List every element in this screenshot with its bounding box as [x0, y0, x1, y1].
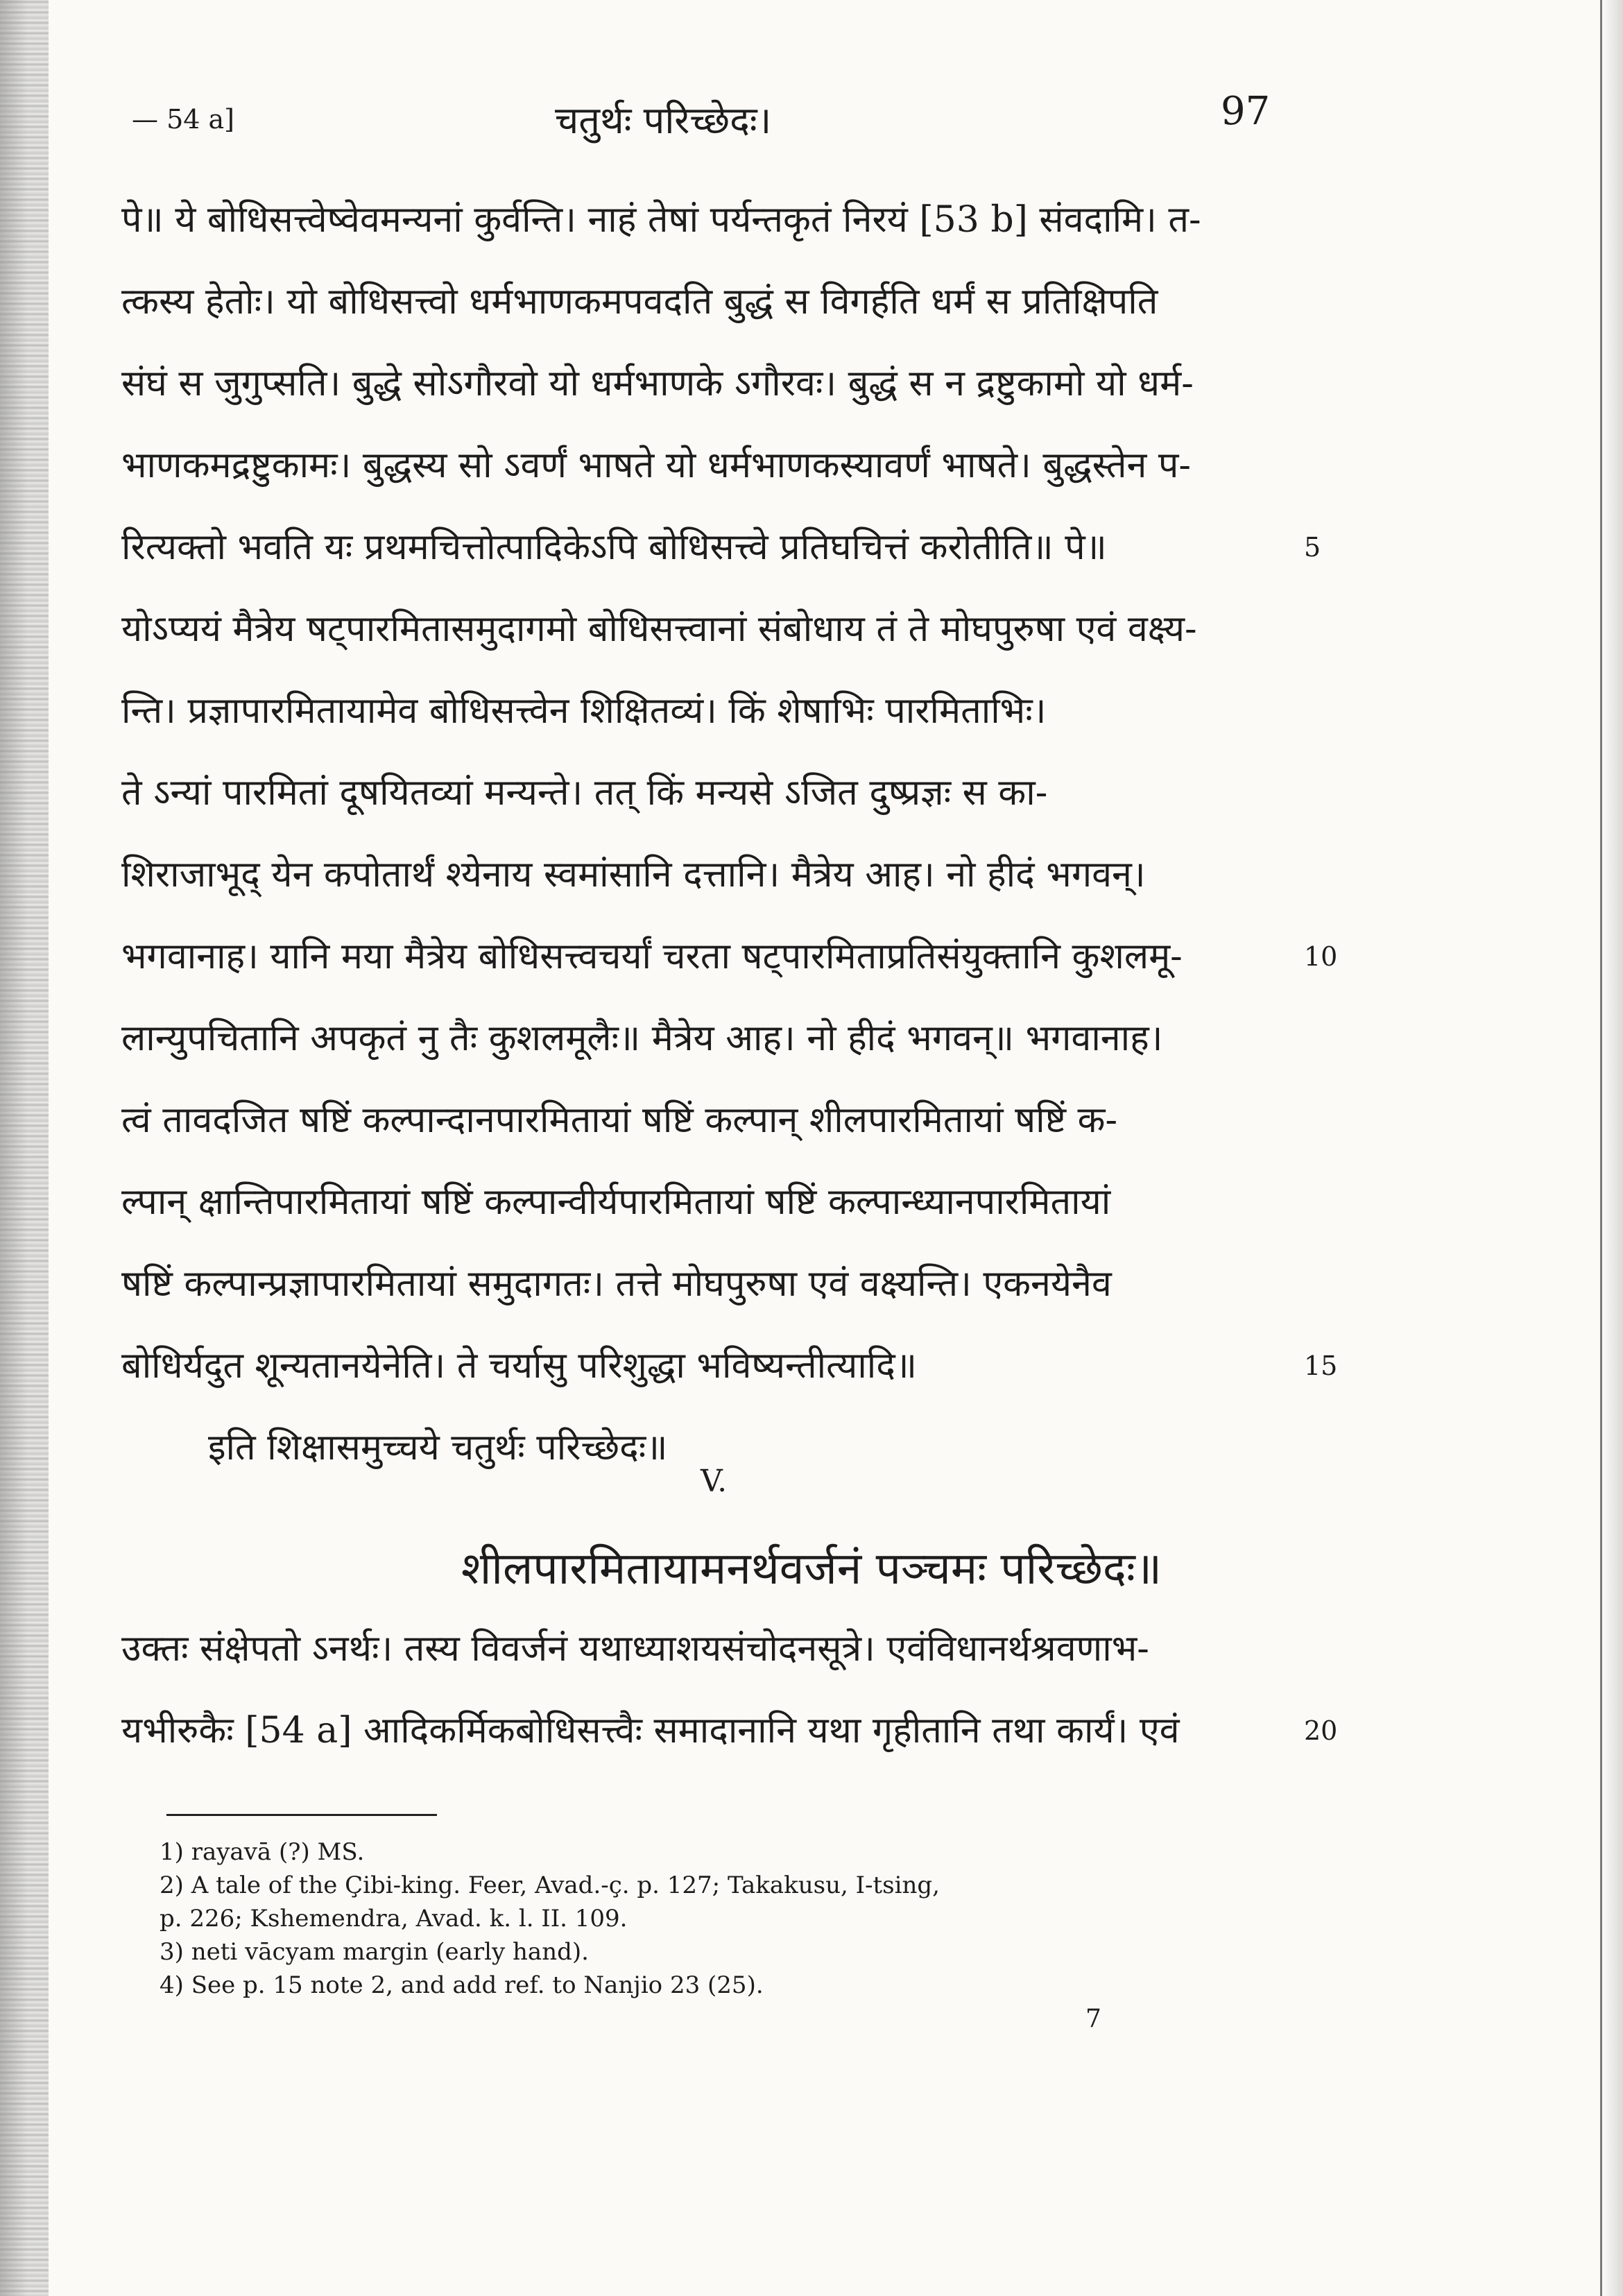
- line-number: 5: [1304, 532, 1321, 563]
- scan-edge-right: [1600, 0, 1623, 2296]
- text-line: लान्युपचितानि अपकृतं नु तैः कुशलमूलैः॥ मैत्रेय आह। नो हीदं भगवन्॥ भगवानाह।: [121, 1018, 1163, 1059]
- text-line: रित्यक्तो भवति यः प्रथमचित्तोत्पादिकेऽपि बोधिसत्त्वे प्रतिघचित्तं करोतीति॥ पे॥: [121, 526, 1107, 568]
- line-number: 10: [1304, 941, 1338, 972]
- footnote-rule: [166, 1814, 437, 1816]
- footnote: 3) neti vācyam margin (early hand).: [160, 1938, 589, 1966]
- text-line: भाणकमद्रष्टुकामः। बुद्धस्य सो ऽवर्णं भाषते यो धर्मभाणकस्यावर्णं भाषते। बुद्धस्तेन प-: [121, 445, 1191, 486]
- text-line: बोधिर्यदुत शून्यतानयेनेति। ते चर्यासु परिशुद्धा भविष्यन्तीत्यादि॥: [121, 1345, 918, 1387]
- text-line: भगवानाह। यानि मया मैत्रेय बोधिसत्त्वचर्यां चरता षट्पारमिताप्रतिसंयुक्तानि कुशलमू-: [121, 936, 1183, 977]
- section-number: V.: [701, 1464, 728, 1499]
- header-reference: — 54 a]: [132, 104, 234, 135]
- text-line: योऽप्ययं मैत्रेय षट्पारमितासमुदागमो बोधिसत्त्वानां संबोधाय तं ते मोघपुरुषा एवं वक्ष्य-: [121, 608, 1197, 650]
- text-line: पे॥ ये बोधिसत्त्वेष्वेवमन्यनां कुर्वन्ति। नाहं तेषां पर्यन्तकृतं निरयं [53 b] संवदामि। त-: [121, 199, 1201, 241]
- header-chapter-title: चतुर्थः परिच्छेदः।: [555, 98, 772, 142]
- footnote-continuation: p. 226; Kshemendra, Avad. k. l. II. 109.: [160, 1905, 628, 1933]
- text-line: न्ति। प्रज्ञापारमितायामेव बोधिसत्त्वेन शिक्षितव्यं। किं शेषाभिः पारमिताभिः।: [121, 690, 1047, 732]
- line-number: 20: [1304, 1715, 1338, 1746]
- text-line: ते ऽन्यां पारमितां दूषयितव्यां मन्यन्ते। तत् किं मन्यसे ऽजित दुष्प्रज्ञः स का-: [121, 772, 1048, 814]
- page-number: 97: [1221, 89, 1271, 134]
- text-line: शिराजाभूद् येन कपोतार्थं श्येनाय स्वमांसानि दत्तानि। मैत्रेय आह। नो हीदं भगवन्।: [121, 854, 1146, 896]
- signature-mark: 7: [1085, 2005, 1101, 2033]
- section-title: शीलपारमितायामनर्थवर्जनं पञ्चमः परिच्छेदः॥: [461, 1543, 1162, 1595]
- text-line: त्कस्य हेतोः। यो बोधिसत्त्वो धर्मभाणकमपवदति बुद्धं स विगर्हति धर्मं स प्रतिक्षिपति: [121, 281, 1158, 323]
- footnote: 4) See p. 15 note 2, and add ref. to Nanjio 23 (25).: [160, 1971, 764, 1999]
- footnote: 2) A tale of the Çibi-king. Feer, Avad.-ç. p. 127; Takakusu, I-tsing,: [160, 1871, 940, 1899]
- footnote: 1) rayavā (?) MS.: [160, 1838, 365, 1866]
- chapter-closing: इति शिक्षासमुच्चये चतुर्थः परिच्छेदः॥: [208, 1427, 668, 1468]
- running-header: [0, 83, 1623, 146]
- text-line: षष्टिं कल्पान्प्रज्ञापारमितायां समुदागतः। तत्ते मोघपुरुषा एवं वक्ष्यन्ति। एकनयेनैव: [121, 1263, 1112, 1305]
- text-line: उक्तः संक्षेपतो ऽनर्थः। तस्य विवर्जनं यथाध्याशयसंचोदनसूत्रे। एवंविधानर्थश्रवणाभ-: [121, 1628, 1149, 1670]
- scan-edge-left: [0, 0, 49, 2296]
- text-line: संघं स जुगुप्सति। बुद्धे सोऽगौरवो यो धर्मभाणके ऽगौरवः। बुद्धं स न द्रष्टुकामो यो धर्म-: [121, 363, 1194, 404]
- text-line: यभीरुकैः [54 a] आदिकर्मिकबोधिसत्त्वैः समादानानि यथा गृहीतानि तथा कार्यं। एवं: [121, 1710, 1180, 1751]
- text-line: ल्पान् क्षान्तिपारमितायां षष्टिं कल्पान्वीर्यपारमितायां षष्टिं कल्पान्ध्यानपारमितायां: [121, 1181, 1111, 1223]
- text-line: त्वं तावदजित षष्टिं कल्पान्दानपारमितायां षष्टिं कल्पान् शीलपारमितायां षष्टिं क-: [121, 1099, 1118, 1141]
- line-number: 15: [1304, 1351, 1338, 1381]
